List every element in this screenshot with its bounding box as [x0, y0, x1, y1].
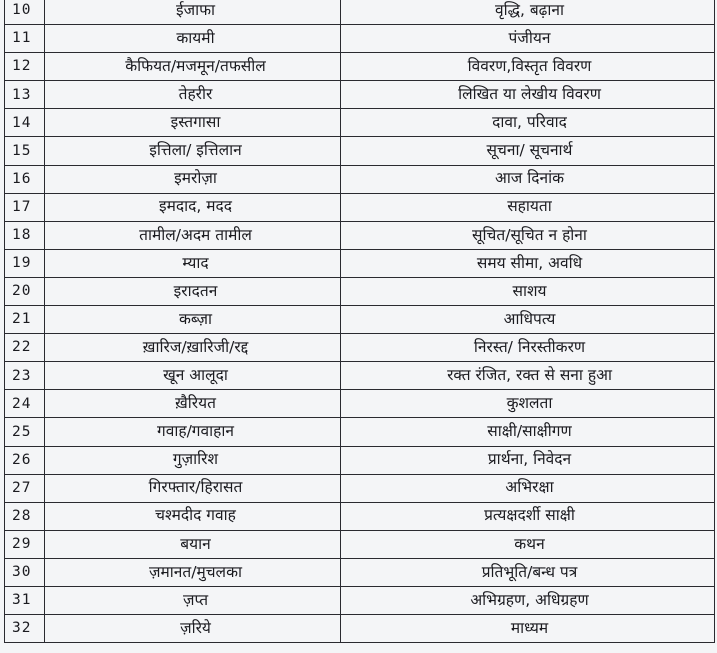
- meaning-cell: आधिपत्य: [341, 306, 715, 334]
- term-cell: तामील/अदम तामील: [45, 221, 341, 249]
- row-number-cell: 29: [5, 530, 45, 558]
- table-row: [5, 137, 715, 165]
- term-cell: कैफियत/मजमून/तफसील: [45, 53, 341, 81]
- table-row: [5, 334, 715, 362]
- meaning-cell: विवरण,विस्तृत विवरण: [341, 53, 715, 81]
- term-cell: चश्मदीद गवाह: [45, 502, 341, 530]
- meaning-cell: रक्त रंजित, रक्त से सना हुआ: [341, 362, 715, 390]
- meaning-cell: साशय: [341, 277, 715, 305]
- meaning-cell: पंजीयन: [341, 25, 715, 53]
- meaning-cell: दावा, परिवाद: [341, 109, 715, 137]
- meaning-cell: सहायता: [341, 193, 715, 221]
- term-cell: खून आलूदा: [45, 362, 341, 390]
- meaning-cell: प्रतिभूति/बन्ध पत्र: [341, 558, 715, 586]
- meaning-cell: अभिरक्षा: [341, 474, 715, 502]
- meaning-cell: समय सीमा, अवधि: [341, 249, 715, 277]
- glossary-table: [4, 0, 715, 643]
- table-row: [5, 81, 715, 109]
- table-row: [5, 109, 715, 137]
- row-number-cell: 13: [5, 81, 45, 109]
- row-number-cell: 19: [5, 249, 45, 277]
- row-number-cell: 27: [5, 474, 45, 502]
- meaning-cell: साक्षी/साक्षीगण: [341, 418, 715, 446]
- table-row: [5, 446, 715, 474]
- table-row: [5, 249, 715, 277]
- table-row: [5, 418, 715, 446]
- term-cell: गवाह/गवाहान: [45, 418, 341, 446]
- term-cell: ज़रिये: [45, 615, 341, 643]
- term-cell: बयान: [45, 530, 341, 558]
- meaning-cell: प्रार्थना, निवेदन: [341, 446, 715, 474]
- meaning-cell: सूचना/ सूचनार्थ: [341, 137, 715, 165]
- row-number-cell: 31: [5, 586, 45, 614]
- row-number-cell: 23: [5, 362, 45, 390]
- meaning-cell: लिखित या लेखीय विवरण: [341, 81, 715, 109]
- term-cell: कब्ज़ा: [45, 306, 341, 334]
- term-cell: कायमी: [45, 25, 341, 53]
- term-cell: इस्तगासा: [45, 109, 341, 137]
- term-cell: इमदाद, मदद: [45, 193, 341, 221]
- table-row: [5, 474, 715, 502]
- table-row: [5, 502, 715, 530]
- table-row: [5, 558, 715, 586]
- table-row: [5, 0, 715, 25]
- row-number-cell: 28: [5, 502, 45, 530]
- row-number-cell: 32: [5, 615, 45, 643]
- row-number-cell: 14: [5, 109, 45, 137]
- meaning-cell: कुशलता: [341, 390, 715, 418]
- meaning-cell: माध्यम: [341, 615, 715, 643]
- row-number-cell: 15: [5, 137, 45, 165]
- meaning-cell: कथन: [341, 530, 715, 558]
- meaning-cell: अभिग्रहण, अधिग्रहण: [341, 586, 715, 614]
- row-number-cell: 25: [5, 418, 45, 446]
- term-cell: ख़ारिज/ख़ारिजी/रद्द: [45, 334, 341, 362]
- term-cell: तेहरीर: [45, 81, 341, 109]
- row-number-cell: 12: [5, 53, 45, 81]
- glossary-table-body: [5, 0, 715, 643]
- meaning-cell: वृद्धि, बढ़ाना: [341, 0, 715, 25]
- table-row: [5, 193, 715, 221]
- table-row: [5, 53, 715, 81]
- meaning-cell: निरस्त/ निरस्तीकरण: [341, 334, 715, 362]
- row-number-cell: 16: [5, 165, 45, 193]
- row-number-cell: 22: [5, 334, 45, 362]
- row-number-cell: 30: [5, 558, 45, 586]
- term-cell: म्याद: [45, 249, 341, 277]
- term-cell: इरादतन: [45, 277, 341, 305]
- meaning-cell: आज दिनांक: [341, 165, 715, 193]
- term-cell: गिरफ्तार/हिरासत: [45, 474, 341, 502]
- row-number-cell: 21: [5, 306, 45, 334]
- table-row: [5, 530, 715, 558]
- table-row: [5, 586, 715, 614]
- term-cell: ईजाफा: [45, 0, 341, 25]
- meaning-cell: सूचित/सूचित न होना: [341, 221, 715, 249]
- row-number-cell: 20: [5, 277, 45, 305]
- meaning-cell: प्रत्यक्षदर्शी साक्षी: [341, 502, 715, 530]
- row-number-cell: 10: [5, 0, 45, 25]
- term-cell: इमरोज़ा: [45, 165, 341, 193]
- table-row: [5, 362, 715, 390]
- table-row: [5, 615, 715, 643]
- term-cell: गुज़ारिश: [45, 446, 341, 474]
- term-cell: ज़प्त: [45, 586, 341, 614]
- table-row: [5, 165, 715, 193]
- row-number-cell: 17: [5, 193, 45, 221]
- table-row: [5, 277, 715, 305]
- table-row: [5, 25, 715, 53]
- table-row: [5, 390, 715, 418]
- row-number-cell: 26: [5, 446, 45, 474]
- row-number-cell: 18: [5, 221, 45, 249]
- row-number-cell: 24: [5, 390, 45, 418]
- term-cell: ख़ैरियत: [45, 390, 341, 418]
- term-cell: इत्तिला/ इत्तिलान: [45, 137, 341, 165]
- table-row: [5, 221, 715, 249]
- term-cell: ज़मानत/मुचलका: [45, 558, 341, 586]
- table-row: [5, 306, 715, 334]
- row-number-cell: 11: [5, 25, 45, 53]
